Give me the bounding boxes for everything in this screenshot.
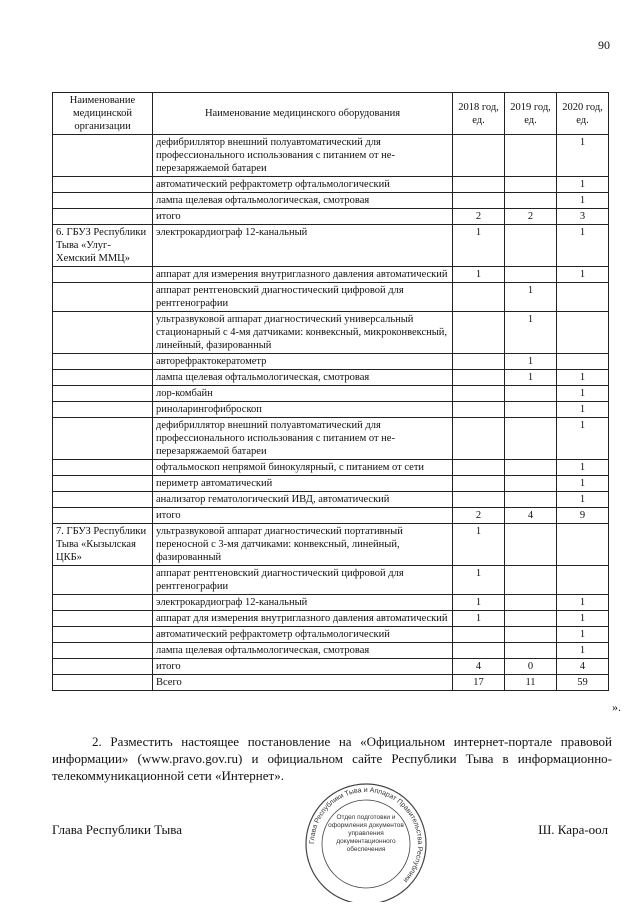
cell-equipment-name: лампа щелевая офтальмологическая, смотровая [153, 370, 453, 386]
table-row [53, 354, 609, 370]
cell-2019 [505, 135, 557, 177]
cell-2018 [453, 643, 505, 659]
cell-equipment-name: аппарат рентгеновский диагностический цифровой для рентгенографии [153, 283, 453, 312]
cell-equipment-name: дефибриллятор внешний полуавтоматический для профессионального использования с питанием от не-перезаряжаемой батареи [153, 418, 453, 460]
cell-2018: 4 [453, 659, 505, 675]
cell-organization [53, 566, 153, 595]
equipment-table [52, 92, 609, 691]
cell-organization [53, 418, 153, 460]
cell-2019 [505, 524, 557, 566]
cell-2020: 1 [557, 386, 609, 402]
cell-organization [53, 508, 153, 524]
table-body [53, 135, 609, 691]
cell-2019: 4 [505, 508, 557, 524]
table-row [53, 460, 609, 476]
table-row [53, 267, 609, 283]
cell-2019: 2 [505, 209, 557, 225]
cell-equipment-name: итого [153, 508, 453, 524]
cell-organization [53, 643, 153, 659]
cell-2020: 1 [557, 611, 609, 627]
cell-2020 [557, 312, 609, 354]
stamp-ring-text: Глава Республики Тыва и Аппарат Правительства Республики [308, 786, 424, 884]
cell-equipment-name: ультразвуковой аппарат диагностический портативный переносной с 3-мя датчиками: конвексный, линейный, фазированный [153, 524, 453, 566]
table-row [53, 566, 609, 595]
cell-2020: 9 [557, 508, 609, 524]
cell-equipment-name: лампа щелевая офтальмологическая, смотровая [153, 193, 453, 209]
cell-total-2019: 11 [505, 675, 557, 691]
table-row [53, 524, 609, 566]
cell-2020: 1 [557, 595, 609, 611]
equipment-table-wrapper [52, 92, 621, 714]
cell-equipment-name: автоматический рефрактометр офтальмологический [153, 177, 453, 193]
cell-equipment-name: лампа щелевая офтальмологическая, смотровая [153, 643, 453, 659]
cell-2019 [505, 402, 557, 418]
cell-equipment-name: авторефрактокератометр [153, 354, 453, 370]
cell-organization [53, 312, 153, 354]
header-2018: 2018 год, ед. [453, 93, 505, 135]
cell-equipment-name: офтальмоскоп непрямой бинокулярный, с питанием от сети [153, 460, 453, 476]
cell-organization: 6. ГБУЗ Республики Тыва «Улуг-Хемский ММЦ» [53, 225, 153, 267]
cell-total-label: Всего [153, 675, 453, 691]
cell-equipment-name: риноларингофиброскоп [153, 402, 453, 418]
table-row [53, 283, 609, 312]
cell-2019 [505, 643, 557, 659]
signature-name: Ш. Кара-оол [538, 822, 608, 837]
cell-2018: 1 [453, 566, 505, 595]
cell-organization [53, 595, 153, 611]
table-row [53, 370, 609, 386]
cell-2019 [505, 627, 557, 643]
table-row [53, 611, 609, 627]
cell-2020: 1 [557, 370, 609, 386]
table-row [53, 627, 609, 643]
cell-equipment-name: периметр автоматический [153, 476, 453, 492]
cell-2018: 1 [453, 595, 505, 611]
cell-2020: 1 [557, 460, 609, 476]
cell-organization [53, 354, 153, 370]
cell-2018: 2 [453, 209, 505, 225]
cell-2018 [453, 476, 505, 492]
cell-2019 [505, 566, 557, 595]
cell-organization: 7. ГБУЗ Республики Тыва «Кызылская ЦКБ» [53, 524, 153, 566]
cell-organization [53, 283, 153, 312]
table-row [53, 177, 609, 193]
cell-2020: 3 [557, 209, 609, 225]
cell-2019 [505, 476, 557, 492]
closing-quote: ». [612, 700, 621, 714]
table-row [53, 418, 609, 460]
cell-2018 [453, 312, 505, 354]
header-2019: 2019 год, ед. [505, 93, 557, 135]
cell-organization [53, 267, 153, 283]
cell-2018 [453, 177, 505, 193]
stamp-center-text: Отдел подготовки и оформления документов управления документационного обеспечения [328, 814, 404, 853]
cell-2020: 1 [557, 177, 609, 193]
cell-organization [53, 177, 153, 193]
cell-2018 [453, 193, 505, 209]
cell-equipment-name: электрокардиограф 12-канальный [153, 595, 453, 611]
cell-2020: 1 [557, 476, 609, 492]
official-stamp [296, 782, 436, 902]
table-row [53, 595, 609, 611]
cell-organization [53, 460, 153, 476]
table-row [53, 193, 609, 209]
header-equipment: Наименование медицинского оборудования [153, 93, 453, 135]
cell-equipment-name: электрокардиограф 12-канальный [153, 225, 453, 267]
cell-organization [53, 193, 153, 209]
cell-2019 [505, 193, 557, 209]
cell-equipment-name: итого [153, 659, 453, 675]
cell-2019: 0 [505, 659, 557, 675]
cell-2019: 1 [505, 283, 557, 312]
signature-title: Глава Республики Тыва [52, 822, 183, 837]
cell-2019: 1 [505, 370, 557, 386]
cell-2018 [453, 283, 505, 312]
header-2020: 2020 год, ед. [557, 93, 609, 135]
cell-equipment-name: ультразвуковой аппарат диагностический универсальный стационарный с 4-мя датчиками: конвексный, микроконвексный, линейный, фазированный [153, 312, 453, 354]
cell-2020: 1 [557, 402, 609, 418]
cell-2019 [505, 418, 557, 460]
cell-equipment-name: автоматический рефрактометр офтальмологический [153, 627, 453, 643]
cell-2020: 4 [557, 659, 609, 675]
cell-equipment-name: дефибриллятор внешний полуавтоматический для профессионального использования с питанием от не-перезаряжаемой батареи [153, 135, 453, 177]
cell-total-2020: 59 [557, 675, 609, 691]
cell-2020: 1 [557, 193, 609, 209]
cell-2019 [505, 267, 557, 283]
cell-organization [53, 209, 153, 225]
cell-2018: 1 [453, 524, 505, 566]
cell-organization [53, 675, 153, 691]
cell-2019 [505, 492, 557, 508]
cell-2020: 1 [557, 492, 609, 508]
cell-2020 [557, 524, 609, 566]
cell-2018: 2 [453, 508, 505, 524]
cell-2020 [557, 283, 609, 312]
cell-2019: 1 [505, 312, 557, 354]
cell-2020: 1 [557, 643, 609, 659]
cell-2018 [453, 354, 505, 370]
cell-2020: 1 [557, 225, 609, 267]
cell-2019 [505, 225, 557, 267]
cell-equipment-name: итого [153, 209, 453, 225]
cell-organization [53, 402, 153, 418]
cell-2020: 1 [557, 267, 609, 283]
table-row [53, 643, 609, 659]
cell-organization [53, 492, 153, 508]
cell-2020: 1 [557, 418, 609, 460]
cell-2019 [505, 611, 557, 627]
table-row [53, 386, 609, 402]
cell-equipment-name: лор-комбайн [153, 386, 453, 402]
cell-2018: 1 [453, 611, 505, 627]
cell-organization [53, 135, 153, 177]
cell-2018 [453, 370, 505, 386]
cell-equipment-name: аппарат рентгеновский диагностический цифровой для рентгенографии [153, 566, 453, 595]
cell-2018 [453, 386, 505, 402]
table-total-row [53, 675, 609, 691]
cell-organization [53, 476, 153, 492]
cell-organization [53, 627, 153, 643]
cell-organization [53, 611, 153, 627]
cell-2019 [505, 460, 557, 476]
cell-equipment-name: анализатор гематологический ИВД, автоматический [153, 492, 453, 508]
table-row [53, 135, 609, 177]
table-row [53, 312, 609, 354]
cell-organization [53, 659, 153, 675]
cell-2020: 1 [557, 135, 609, 177]
table-row [53, 402, 609, 418]
cell-2019 [505, 595, 557, 611]
cell-equipment-name: аппарат для измерения внутриглазного давления автоматический [153, 611, 453, 627]
cell-2018 [453, 402, 505, 418]
table-row [53, 492, 609, 508]
cell-2018: 1 [453, 225, 505, 267]
cell-2018 [453, 627, 505, 643]
page-number: 90 [598, 38, 610, 52]
cell-2018 [453, 492, 505, 508]
cell-2020 [557, 354, 609, 370]
cell-2018 [453, 460, 505, 476]
table-header-row [53, 93, 609, 135]
table-row [53, 225, 609, 267]
cell-2019: 1 [505, 354, 557, 370]
table-row [53, 508, 609, 524]
cell-2018 [453, 135, 505, 177]
header-org: Наименование медицинской организации [53, 93, 153, 135]
cell-2018 [453, 418, 505, 460]
cell-2019 [505, 386, 557, 402]
cell-2019 [505, 177, 557, 193]
cell-organization [53, 386, 153, 402]
table-row [53, 476, 609, 492]
table-row [53, 659, 609, 675]
cell-2020 [557, 566, 609, 595]
cell-2020: 1 [557, 627, 609, 643]
cell-total-2018: 17 [453, 675, 505, 691]
cell-2018: 1 [453, 267, 505, 283]
table-row [53, 209, 609, 225]
cell-equipment-name: аппарат для измерения внутриглазного давления автоматический [153, 267, 453, 283]
cell-organization [53, 370, 153, 386]
paragraph-publication: 2. Разместить настоящее постановление на «Официальном интернет-портале правовой информации» (www.pravo.gov.ru) и официальном сайте Республики Тыва в информационно-телекоммуникационной сети «Интернет». [52, 734, 612, 783]
